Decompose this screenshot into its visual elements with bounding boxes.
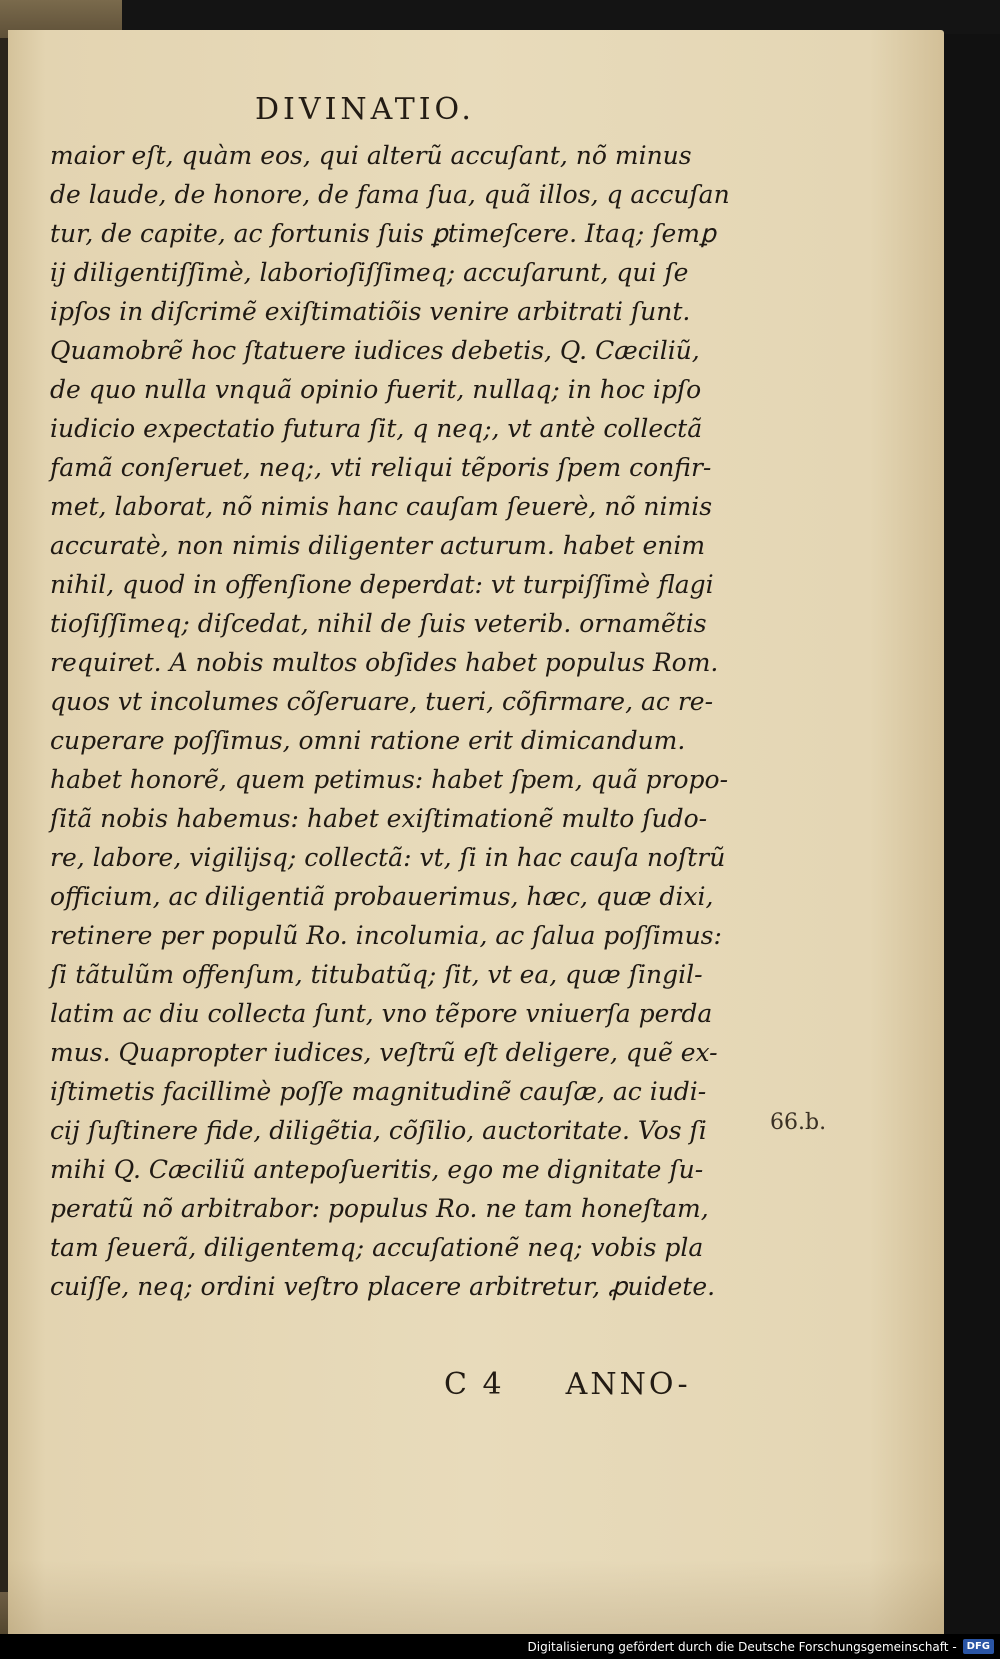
text-line: met, laborat, nõ nimis hanc cauſam ſeuerè, nõ nimis (50, 492, 713, 521)
text-line: mihi Q. Cæciliũ antepoſueritis, ego me dignitate ſu- (50, 1155, 704, 1184)
margin-note: 66.b. (770, 1110, 827, 1135)
text-line: cuiſſe, neq; ordini veſtro placere arbitretur, ꝓuidete. (50, 1272, 716, 1301)
text-line: ij diligentiſſimè, laborioſiſſimeq; accuſarunt, qui ſe (50, 258, 689, 287)
text-line: nihil, quod in offenſione deperdat: vt turpiſſimè flagi (50, 570, 714, 599)
text-line: iudicio expectatio futura ſit, q neq;, vt antè collectã (50, 414, 703, 443)
dfg-logo: DFG (963, 1639, 994, 1654)
text-line: de quo nulla vnquã opinio fuerit, nullaq; in hoc ipſo (50, 375, 702, 404)
text-line: famã conſeruet, neq;, vti reliqui tẽporis ſpem confir- (50, 453, 712, 482)
scan-top-border (0, 0, 1000, 34)
text-line: cij ſuſtinere fide, diligẽtia, cõſilio, auctoritate. Vos ſi (50, 1116, 707, 1145)
text-line: cuperare poſſimus, omni ratione erit dimicandum. (50, 726, 686, 755)
text-line: iſtimetis facillimè poſſe magnitudinẽ cauſæ, ac iudi- (50, 1077, 707, 1106)
text-line: quos vt incolumes cõſeruare, tueri, cõfirmare, ac re- (50, 687, 714, 716)
text-line: tur, de capite, ac fortunis ſuis ꝑtimeſcere. Itaq; ſemꝑ (50, 219, 716, 248)
catchword: ANNO- (565, 1367, 691, 1402)
text-line: Quamobrẽ hoc ſtatuere iudices debetis, Q. Cæciliũ, (50, 336, 700, 365)
text-line: de laude, de honore, de fama ſua, quã illos, q accuſan (50, 180, 730, 209)
scan-right-edge (944, 34, 1000, 1634)
text-line: tam ſeuerã, diligentemq; accuſationẽ neq; vobis pla (50, 1233, 704, 1262)
text-line: officium, ac diligentiã probauerimus, hæc, quæ dixi, (50, 882, 714, 911)
page-shadow (8, 1560, 944, 1634)
funding-credit-text: Digitalisierung gefördert durch die Deutsche Forschungsgemeinschaft - (527, 1639, 957, 1654)
text-line: habet honorẽ, quem petimus: habet ſpem, quã propo- (50, 765, 729, 794)
funding-credit-bar (0, 1634, 1000, 1659)
text-line: ſitã nobis habemus: habet exiſtimationẽ multo ſudo- (50, 804, 708, 833)
page-footer (444, 1367, 691, 1402)
text-line: ipſos in diſcrimẽ exiſtimatiõis venire arbitrati ſunt. (50, 297, 691, 326)
text-line: re, labore, vigilijsq; collectã: vt, ſi in hac cauſa noſtrũ (50, 843, 726, 872)
text-line: tioſiſſimeq; diſcedat, nihil de ſuis veterib. ornamẽtis (50, 609, 707, 638)
running-title: DIVINATIO. (255, 92, 475, 127)
body-text (50, 136, 740, 1306)
text-line: maior eſt, quàm eos, qui alterũ accuſant, nõ minus (50, 141, 692, 170)
text-line: accuratè, non nimis diligenter acturum. habet enim (50, 531, 706, 560)
text-line: requiret. A nobis multos obſides habet populus Rom. (50, 648, 719, 677)
text-line: mus. Quapropter iudices, veſtrũ eſt deligere, quẽ ex- (50, 1038, 718, 1067)
text-line: latim ac diu collecta ſunt, vno tẽpore vniuerſa perda (50, 999, 713, 1028)
text-line: peratũ nõ arbitrabor: populus Ro. ne tam honeſtam, (50, 1194, 709, 1223)
text-line: retinere per populũ Ro. incolumia, ac ſalua poſſimus: (50, 921, 722, 950)
signature-mark: C 4 (444, 1367, 505, 1402)
text-line: ſi tãtulũm offenſum, titubatũq; ſit, vt ea, quæ ſingil- (50, 960, 703, 989)
scan-left-edge (0, 34, 8, 1634)
